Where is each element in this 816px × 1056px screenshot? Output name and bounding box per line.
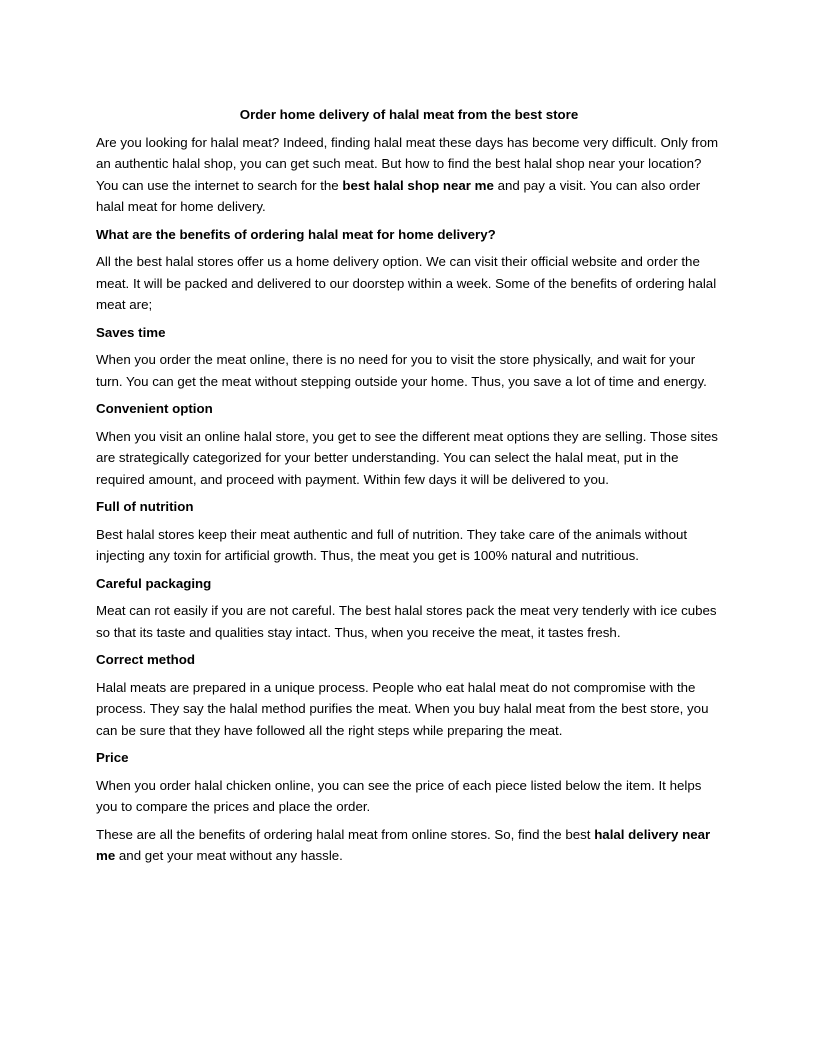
closing-bold-keyword: halal delivery near me [96,826,711,863]
section-body-saves-time: When you order the meat online, there is no need for you to visit the store physically, and wait for your turn. You can get the meat without stepping outside your home. Thus, you save a lot of time and energy. [96,352,707,389]
section-heading-convenient-option: Convenient option [96,401,213,416]
intro-text-start: Are you looking for halal meat? Indeed, finding halal meat these days has become very difficult. Only from an authentic halal shop, you can get such meat. But how to find the best halal shop near your location? You can use the internet to search for the [96,134,719,193]
section-heading-saves-time: Saves time [96,324,166,340]
section-heading-price: Price [96,750,129,765]
intro-bold-keyword: best halal shop near me [342,177,494,193]
section-heading-full-of-nutrition: Full of nutrition [96,499,194,514]
closing-text-end: and get your meat without any hassle. [115,848,343,863]
section-body-price: When you order halal chicken online, you can see the price of each piece listed below the item. It helps you to compare the prices and place the order. [96,777,702,814]
section-body-careful-packaging: Meat can rot easily if you are not careful. The best halal stores pack the meat very tenderly with ice cubes so that its taste and qualities stay intact. Thus, when you receive the meat, it tastes fresh. [96,603,717,640]
section-heading-correct-method: Correct method [96,652,195,667]
intro-text-end: and pay a visit. You can also order halal meat for home delivery. [96,177,701,214]
benefits-heading: What are the benefits of ordering halal meat for home delivery? [96,226,496,242]
document-title: Order home delivery of halal meat from the best store [239,107,579,122]
document-page [96,104,722,873]
closing-text-start: These are all the benefits of ordering halal meat from online stores. So, find the best [96,826,595,842]
section-body-full-of-nutrition: Best halal stores keep their meat authentic and full of nutrition. They take care of the animals without injecting any toxin for artificial growth. Thus, the meat you get is 100% natural and nutritious. [96,526,688,563]
closing-paragraph [96,824,722,867]
intro-paragraph [96,132,722,218]
section-heading-careful-packaging: Careful packaging [96,575,212,591]
section-body-correct-method: Halal meats are prepared in a unique process. People who eat halal meat do not compromise with the process. They say the halal method purifies the meat. When you buy halal meat from the best store, you can be sure that they have followed all the right steps while preparing the meat. [96,679,709,738]
section-body-convenient-option: When you visit an online halal store, you get to see the different meat options they are selling. Those sites are strategically categorized for your better understanding. You can select the halal meat, put in the required amount, and proceed with payment. Within few days it will be delivered to you. [96,428,718,487]
benefits-intro-paragraph: All the best halal stores offer us a home delivery option. We can visit their official website and order the meat. It will be packed and delivered to our doorstep within a week. Some of the benefits of ordering halal meat are; [96,254,717,312]
